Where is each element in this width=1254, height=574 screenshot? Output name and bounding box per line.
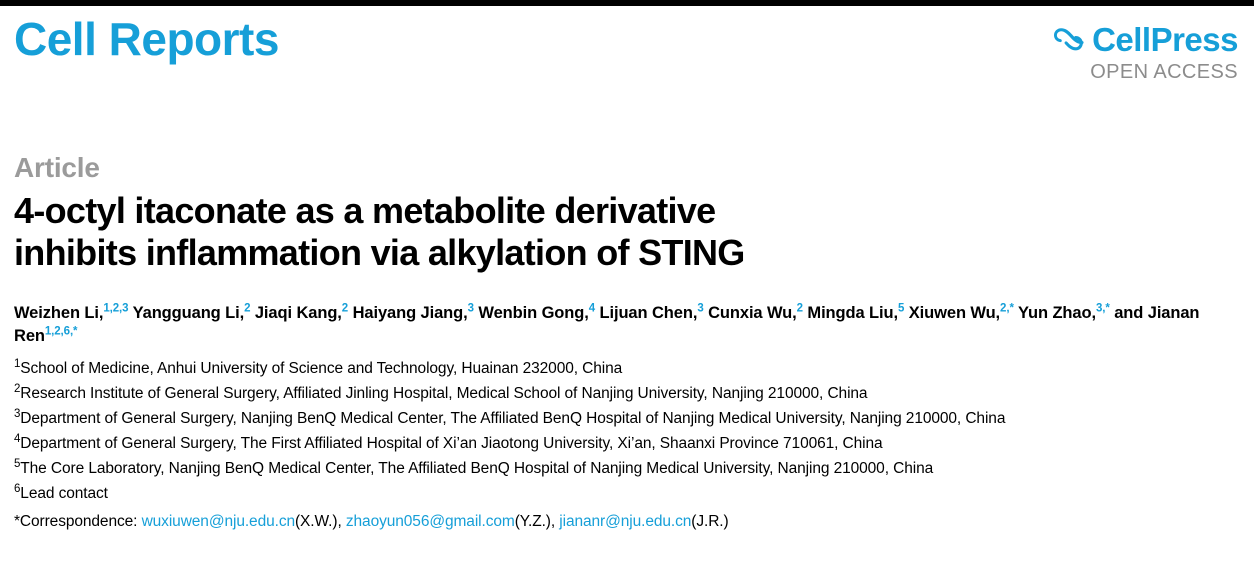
author-list: [14, 302, 1240, 348]
affiliation-item: [14, 456, 1240, 481]
affiliation-item: [14, 431, 1240, 456]
author-name: Jiaqi Kang,: [254, 304, 342, 323]
author-name: Lijuan Chen,: [599, 304, 698, 323]
affiliation-text: Research Institute of General Surgery, Affiliated Jinling Hospital, Medical School of Nanjing University, Nanjing 210000, China: [20, 384, 868, 402]
author-item: [14, 304, 128, 322]
publisher-wordmark: CellPress: [1092, 20, 1238, 58]
author-affil-marker: 1,2,6,*: [44, 325, 78, 338]
correspondence-email-link[interactable]: jiananr@nju.edu.cn: [559, 513, 692, 531]
author-affil-marker: 2,*: [1000, 302, 1014, 315]
cellpress-logo-icon: [1051, 22, 1085, 56]
author-affil-marker: 3,*: [1095, 302, 1110, 315]
affiliation-number: 3: [14, 407, 21, 420]
author-name: Cunxia Wu,: [708, 304, 797, 323]
author-affil-marker: 3: [467, 302, 474, 315]
article-first-page: [0, 6, 1254, 535]
author-name: and Jianan Ren: [14, 304, 1200, 345]
affiliation-text: Lead contact: [20, 485, 108, 503]
author-item: [353, 304, 474, 322]
author-name: Mingda Liu,: [807, 304, 898, 323]
publisher-block: [1051, 22, 1238, 84]
author-name: Yun Zhao,: [1018, 304, 1096, 323]
author-affil-marker: 4: [588, 302, 596, 315]
page-title: [14, 190, 1014, 274]
correspondence-initials: (Y.Z.),: [514, 513, 556, 531]
correspondence-label: *Correspondence:: [14, 513, 138, 531]
author-name: Xiuwen Wu,: [908, 304, 1001, 323]
author-item: [600, 304, 704, 322]
correspondence-email-link[interactable]: zhaoyun056@gmail.com: [345, 513, 515, 531]
affiliation-text: Department of General Surgery, The First Affiliated Hospital of Xi’an Jiaotong University, Xi’an, Shaanxi Province 710061, China: [20, 435, 883, 453]
author-item: [478, 304, 595, 322]
masthead: [0, 6, 1254, 110]
correspondence-email-link[interactable]: wuxiuwen@nju.edu.cn: [141, 513, 295, 531]
author-item: [708, 304, 803, 322]
affiliation-list: [14, 356, 1240, 507]
article-block: [0, 152, 1254, 535]
author-affil-marker: 5: [897, 302, 905, 315]
affiliation-number: 1: [14, 357, 21, 370]
author-affil-marker: 1,2,3: [103, 302, 129, 315]
open-access-label: OPEN ACCESS: [1090, 61, 1238, 83]
correspondence-line: [14, 510, 1240, 535]
author-affil-marker: 2: [341, 302, 349, 315]
article-title-line-2: inhibits inflammation via alkylation of STING: [14, 232, 745, 274]
author-item: [133, 304, 251, 322]
affiliation-item: [14, 356, 1240, 381]
author-name: Haiyang Jiang,: [352, 304, 468, 323]
affiliation-item: [14, 381, 1240, 406]
author-affil-marker: 2: [796, 302, 803, 315]
author-item: [909, 304, 1014, 322]
author-item: [807, 304, 904, 322]
author-name: Yangguang Li,: [132, 304, 245, 323]
author-affil-marker: 2: [244, 302, 251, 315]
author-name: Weizhen Li,: [14, 304, 104, 323]
affiliation-text: School of Medicine, Anhui University of Science and Technology, Huainan 232000, China: [20, 359, 623, 377]
author-affil-marker: 3: [697, 302, 704, 315]
affiliation-number: 5: [14, 458, 21, 471]
affiliation-text: Department of General Surgery, Nanjing BenQ Medical Center, The Affiliated BenQ Hospital of Nanjing Medical University, Nanjing 210000, China: [20, 409, 1006, 427]
affiliation-item: [14, 481, 1240, 506]
article-type-label: Article: [14, 152, 100, 183]
affiliation-number: 2: [14, 382, 21, 395]
author-item: [255, 304, 348, 322]
correspondence-initials: (J.R.): [691, 513, 729, 531]
author-item: [1018, 304, 1110, 322]
affiliation-item: [14, 406, 1240, 431]
article-title-line-1: 4-octyl itaconate as a metabolite derivative: [14, 190, 716, 231]
affiliation-text: The Core Laboratory, Nanjing BenQ Medical Center, The Affiliated BenQ Hospital of Nanjing Medical University, Nanjing 210000, China: [20, 460, 934, 478]
affiliation-number: 4: [14, 432, 21, 445]
journal-title: Cell Reports: [14, 13, 279, 65]
author-name: Wenbin Gong,: [478, 304, 589, 323]
correspondence-initials: (X.W.),: [295, 513, 342, 531]
affiliation-number: 6: [14, 483, 21, 496]
